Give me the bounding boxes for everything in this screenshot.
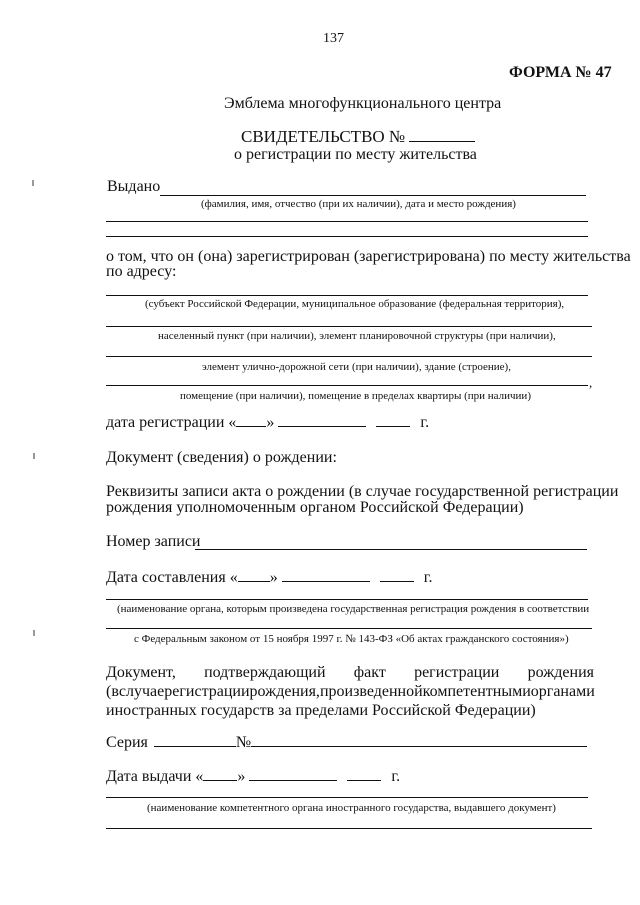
year-suffix: г. xyxy=(423,569,433,586)
issued-field-line2[interactable] xyxy=(106,221,588,222)
foreign-document-line3: иностранных государств за пределами Российской Федерации) xyxy=(106,702,536,719)
registration-organ-field-2[interactable] xyxy=(106,628,592,629)
registration-day-field[interactable] xyxy=(236,413,266,427)
birth-record-text-line2: рождения уполномоченным органом Российской Федерации) xyxy=(106,499,524,516)
organ-hint-line2: с Федеральным законом от 15 ноября 1997 г. № 143-ФЗ «Об актах гражданского состояния») xyxy=(134,633,569,645)
word: рождения, xyxy=(249,683,320,700)
foreign-organ-hint: (наименование компетентного органа иностранного государства, выдавшего документ) xyxy=(147,802,556,814)
address-field-3[interactable] xyxy=(106,356,592,357)
address-field-4[interactable] xyxy=(106,385,588,386)
word: компетентными xyxy=(422,683,531,700)
year-suffix: г. xyxy=(391,768,401,785)
word: регистрации xyxy=(414,664,500,681)
word: Документ, xyxy=(106,664,176,681)
series-field[interactable] xyxy=(154,733,236,747)
registration-date-label: дата регистрации « xyxy=(106,414,237,431)
issue-year-field[interactable] xyxy=(347,767,381,781)
word: случае xyxy=(118,683,165,700)
compose-day-field[interactable] xyxy=(238,568,270,582)
emblem-placeholder: Эмблема многофункционального центра xyxy=(224,95,502,112)
scan-mark xyxy=(33,630,35,636)
compose-month-field[interactable] xyxy=(282,568,370,582)
issued-field-line3[interactable] xyxy=(106,236,588,237)
document-number-field[interactable] xyxy=(251,733,587,747)
quote-close: » xyxy=(237,768,246,785)
word: рождения xyxy=(527,664,594,681)
scan-mark xyxy=(33,453,35,459)
certificate-number-field[interactable] xyxy=(409,128,475,142)
address-hint-1: (субъект Российской Федерации, муниципальное образование (федеральная территория), xyxy=(145,298,565,310)
address-hint-4: помещение (при наличии), помещение в пределах квартиры (при наличии) xyxy=(180,390,531,402)
address-end-comma: , xyxy=(589,375,593,390)
word: факт xyxy=(353,664,386,681)
registration-month-field[interactable] xyxy=(278,413,366,427)
organ-hint-line1: (наименование органа, которым произведена государственная регистрация рождения в соответствии xyxy=(117,603,590,615)
word: произведенной xyxy=(319,683,423,700)
issued-field[interactable] xyxy=(160,195,586,196)
issue-date-row xyxy=(106,767,400,786)
series-label: Серия xyxy=(106,734,148,751)
issued-label: Выдано xyxy=(107,178,161,195)
word: регистрации xyxy=(164,683,250,700)
form-label: ФОРМА № 47 xyxy=(509,64,612,81)
issued-hint: (фамилия, имя, отчество (при их наличии), дата и место рождения) xyxy=(201,198,516,210)
foreign-document-line1 xyxy=(106,663,594,682)
certificate-title xyxy=(241,127,475,147)
quote-close: » xyxy=(266,414,275,431)
registration-year-field[interactable] xyxy=(376,413,410,427)
address-field-2[interactable] xyxy=(106,326,592,327)
birth-record-text-line1: Реквизиты записи акта о рождении (в случае государственной регистрации xyxy=(106,483,619,500)
compose-date-label: Дата составления « xyxy=(106,569,238,586)
scan-mark xyxy=(32,180,34,186)
address-hint-2: населенный пункт (при наличии), элемент планировочной структуры (при наличии), xyxy=(158,330,556,342)
foreign-organ-field[interactable] xyxy=(106,797,588,798)
word: подтверждающий xyxy=(204,664,326,681)
issue-day-field[interactable] xyxy=(203,767,237,781)
registered-text-line1: о том, что он (она) зарегистрирован (зарегистрирована) по месту жительства xyxy=(106,248,631,265)
issue-month-field[interactable] xyxy=(249,767,337,781)
birth-document-heading: Документ (сведения) о рождении: xyxy=(106,449,337,466)
quote-close: » xyxy=(269,569,278,586)
foreign-document-text xyxy=(106,663,594,720)
record-number-label: Номер записи xyxy=(106,533,201,550)
page-number: 137 xyxy=(323,31,344,46)
registration-organ-field[interactable] xyxy=(106,599,588,600)
word: органами xyxy=(530,683,595,700)
word: (в xyxy=(106,683,119,700)
foreign-document-line2 xyxy=(106,682,594,701)
year-suffix: г. xyxy=(420,414,430,431)
address-field-1[interactable] xyxy=(106,295,588,296)
compose-year-field[interactable] xyxy=(380,568,414,582)
registered-text-line2: по адресу: xyxy=(106,263,177,280)
compose-date-row xyxy=(106,568,432,587)
issue-date-label: Дата выдачи « xyxy=(106,768,204,785)
registration-date-row xyxy=(106,413,429,432)
number-sign: № xyxy=(235,734,252,751)
record-number-field[interactable] xyxy=(195,549,587,550)
series-row xyxy=(106,733,587,752)
foreign-organ-field-2[interactable] xyxy=(106,828,592,829)
address-hint-3: элемент улично-дорожной сети (при наличии), здание (строение), xyxy=(202,361,511,373)
certificate-subtitle: о регистрации по месту жительства xyxy=(234,146,477,163)
certificate-title-text: СВИДЕТЕЛЬСТВО № xyxy=(241,127,406,146)
